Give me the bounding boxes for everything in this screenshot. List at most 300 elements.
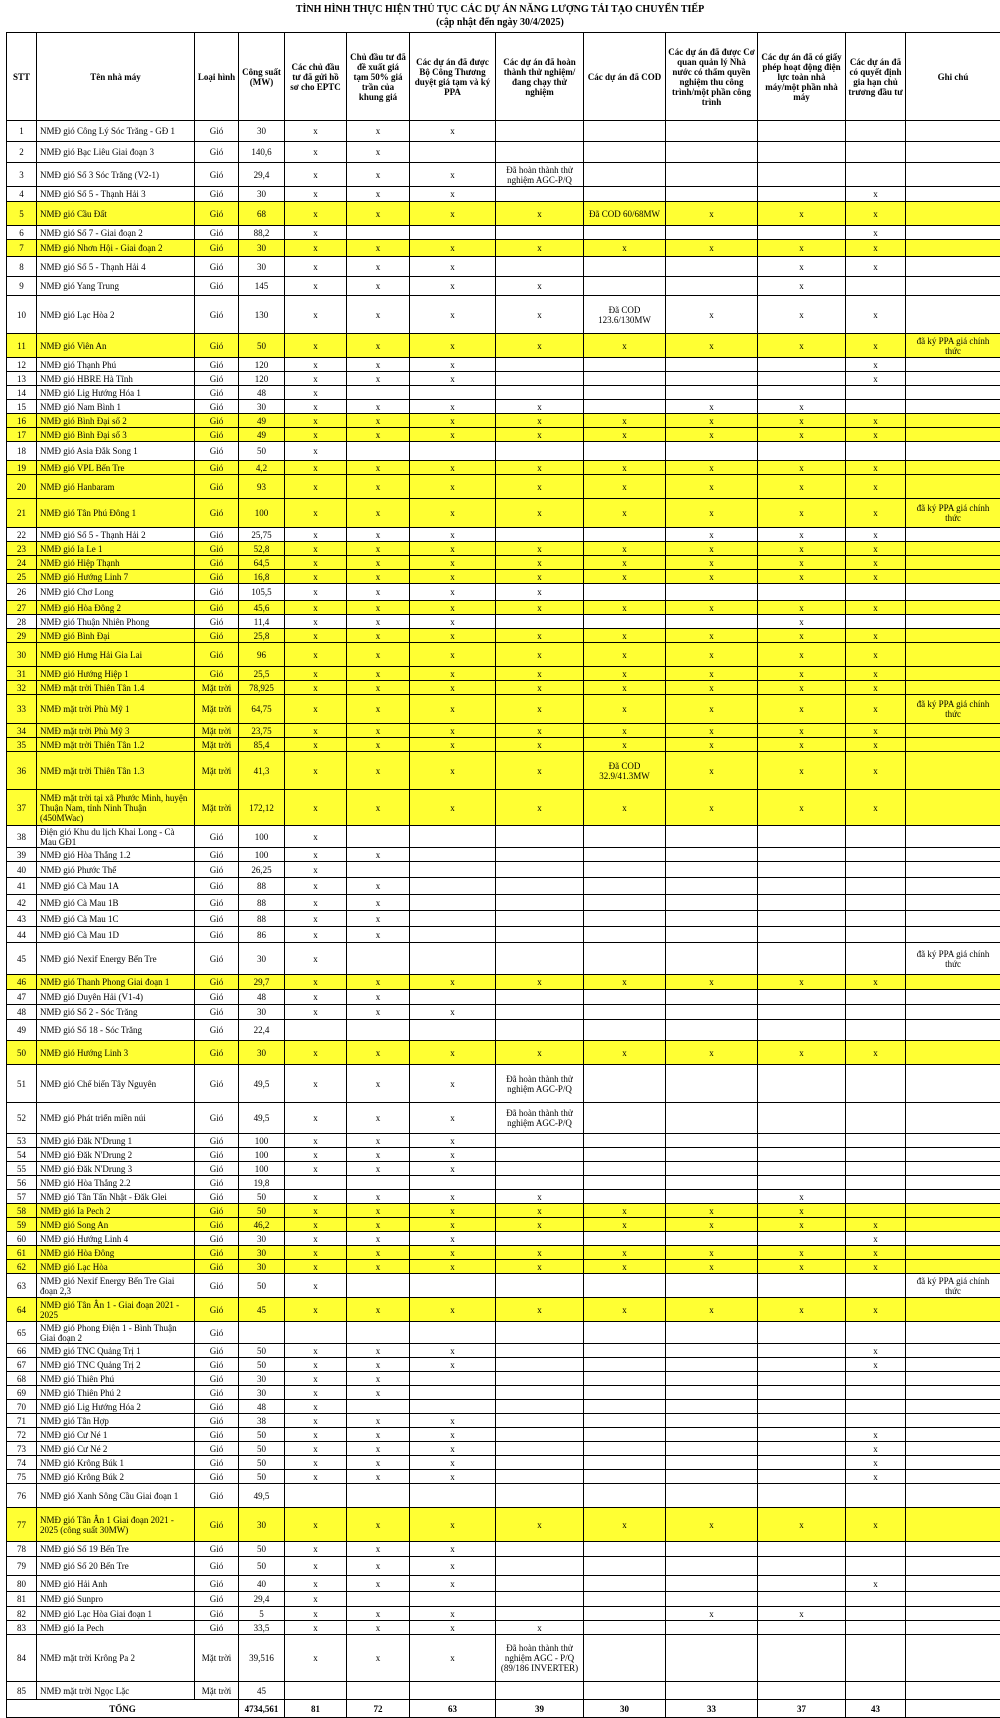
cell-cod <box>584 1542 666 1557</box>
table-row <box>7 895 1000 911</box>
cell-cod: x <box>584 334 666 358</box>
cell-stt: 85 <box>7 1682 37 1700</box>
cell-ppa-approved: x <box>410 542 496 556</box>
cell-cod <box>584 226 666 240</box>
cell-ppa-approved: x <box>410 277 496 296</box>
cell-acceptance <box>666 1484 758 1508</box>
cell-extension: x <box>846 334 906 358</box>
cell-eptc-submitted: x <box>285 240 347 257</box>
table-row <box>7 629 1000 643</box>
cell-acceptance: x <box>666 1508 758 1542</box>
cell-extension: x <box>846 475 906 499</box>
cell-type: Gió <box>195 358 239 372</box>
cell-temp-price-proposed: x <box>347 556 410 570</box>
cell-ppa-approved <box>410 911 496 927</box>
cell-acceptance <box>666 1190 758 1204</box>
cell-license <box>758 1103 846 1134</box>
cell-note <box>906 848 1000 862</box>
cell-eptc-submitted: x <box>285 1557 347 1576</box>
cell-eptc-submitted: x <box>285 528 347 542</box>
cell-note <box>906 601 1000 615</box>
cell-capacity: 50 <box>239 1190 285 1204</box>
cell-license: x <box>758 738 846 752</box>
cell-license <box>758 1557 846 1576</box>
cell-note <box>906 975 1000 990</box>
cell-cod: x <box>584 1218 666 1232</box>
cell-stt: 1 <box>7 121 37 142</box>
cell-name: NMĐ gió Hướng Linh 4 <box>37 1232 195 1246</box>
cell-cod <box>584 1557 666 1576</box>
cell-stt: 60 <box>7 1232 37 1246</box>
cell-cod <box>584 1386 666 1400</box>
cell-temp-price-proposed: x <box>347 461 410 475</box>
cell-type: Gió <box>195 1386 239 1400</box>
cell-name: NMĐ gió Ia Pech <box>37 1621 195 1635</box>
cell-capacity: 48 <box>239 1400 285 1414</box>
cell-acceptance: x <box>666 667 758 681</box>
cell-capacity: 88 <box>239 878 285 895</box>
cell-temp-price-proposed: x <box>347 1414 410 1428</box>
cell-temp-price-proposed <box>347 442 410 461</box>
cell-type: Gió <box>195 848 239 862</box>
cell-temp-price-proposed: x <box>347 629 410 643</box>
table-row <box>7 1005 1000 1020</box>
cell-extension <box>846 1414 906 1428</box>
cell-stt: 37 <box>7 790 37 826</box>
cell-ppa-approved <box>410 862 496 878</box>
cell-cod <box>584 1592 666 1607</box>
cell-extension: x <box>846 202 906 226</box>
cell-license <box>758 1232 846 1246</box>
cell-cod <box>584 943 666 975</box>
cell-name: NMĐ gió Bình Đại số 3 <box>37 428 195 442</box>
cell-extension: x <box>846 226 906 240</box>
cell-acceptance: x <box>666 629 758 643</box>
cell-temp-price-proposed: x <box>347 975 410 990</box>
cell-eptc-submitted: x <box>285 277 347 296</box>
cell-extension <box>846 1005 906 1020</box>
cell-note <box>906 1607 1000 1621</box>
cell-stt: 73 <box>7 1442 37 1456</box>
cell-eptc-submitted: x <box>285 975 347 990</box>
cell-name: NMĐ gió Viên An <box>37 334 195 358</box>
cell-type: Gió <box>195 1020 239 1041</box>
cell-license <box>758 1065 846 1103</box>
cell-stt: 74 <box>7 1456 37 1470</box>
cell-temp-price-proposed: x <box>347 1607 410 1621</box>
cell-type: Gió <box>195 975 239 990</box>
cell-capacity: 45 <box>239 1682 285 1700</box>
cell-stt: 79 <box>7 1557 37 1576</box>
cell-eptc-submitted: x <box>285 1428 347 1442</box>
cell-type: Gió <box>195 615 239 629</box>
cell-ppa-approved <box>410 1274 496 1298</box>
cell-name: NMĐ gió Cư Né 2 <box>37 1442 195 1456</box>
cell-acceptance: x <box>666 556 758 570</box>
cell-license: x <box>758 667 846 681</box>
cell-cod: x <box>584 601 666 615</box>
table-row <box>7 1386 1000 1400</box>
cell-extension: x <box>846 601 906 615</box>
cell-cod <box>584 848 666 862</box>
cell-note <box>906 1176 1000 1190</box>
cell-eptc-submitted: x <box>285 1414 347 1428</box>
cell-note <box>906 542 1000 556</box>
cell-acceptance <box>666 1005 758 1020</box>
cell-ppa-approved <box>410 1400 496 1414</box>
cell-extension <box>846 943 906 975</box>
cell-type: Gió <box>195 990 239 1005</box>
cell-ppa-approved <box>410 386 496 400</box>
cell-stt: 26 <box>7 584 37 601</box>
cell-temp-price-proposed <box>347 1400 410 1414</box>
cell-acceptance <box>666 358 758 372</box>
cell-eptc-submitted: x <box>285 1344 347 1358</box>
cell-capacity: 68 <box>239 202 285 226</box>
cell-type: Gió <box>195 386 239 400</box>
table-row <box>7 1607 1000 1621</box>
cell-note <box>906 629 1000 643</box>
cell-eptc-submitted: x <box>285 386 347 400</box>
cell-acceptance: x <box>666 601 758 615</box>
cell-ppa-approved: x <box>410 1162 496 1176</box>
cell-cod <box>584 862 666 878</box>
cell-stt: 8 <box>7 257 37 277</box>
cell-note <box>906 1246 1000 1260</box>
cell-acceptance <box>666 848 758 862</box>
cell-note <box>906 414 1000 428</box>
cell-cod <box>584 878 666 895</box>
cell-cod: x <box>584 1246 666 1260</box>
table-row <box>7 1372 1000 1386</box>
cell-capacity: 11,4 <box>239 615 285 629</box>
cell-capacity: 50 <box>239 334 285 358</box>
cell-acceptance <box>666 1020 758 1041</box>
cell-capacity: 93 <box>239 475 285 499</box>
cell-ppa-approved: x <box>410 1246 496 1260</box>
cell-note <box>906 1508 1000 1542</box>
cell-extension: x <box>846 681 906 695</box>
cell-ppa-approved: x <box>410 1442 496 1456</box>
cell-extension: x <box>846 975 906 990</box>
cell-type: Mặt trời <box>195 738 239 752</box>
cell-note <box>906 1065 1000 1103</box>
cell-license: x <box>758 681 846 695</box>
cell-acceptance: x <box>666 461 758 475</box>
total-cod: 30 <box>584 1700 666 1718</box>
cell-capacity: 25,8 <box>239 629 285 643</box>
cell-type: Gió <box>195 1592 239 1607</box>
cell-note <box>906 1386 1000 1400</box>
cell-temp-price-proposed: x <box>347 1386 410 1400</box>
cell-eptc-submitted: x <box>285 584 347 601</box>
table-row <box>7 1508 1000 1542</box>
cell-stt: 61 <box>7 1246 37 1260</box>
cell-cod: x <box>584 499 666 528</box>
header-type: Loại hình <box>195 33 239 121</box>
cell-capacity: 29,4 <box>239 163 285 187</box>
cell-note <box>906 862 1000 878</box>
cell-type: Gió <box>195 1428 239 1442</box>
cell-stt: 48 <box>7 1005 37 1020</box>
cell-ppa-approved <box>410 895 496 911</box>
cell-stt: 12 <box>7 358 37 372</box>
cell-stt: 52 <box>7 1103 37 1134</box>
cell-ppa-approved: x <box>410 1065 496 1103</box>
cell-name: NMĐ gió Số 3 Sóc Trăng (V2-1) <box>37 163 195 187</box>
cell-eptc-submitted: x <box>285 1607 347 1621</box>
cell-license: x <box>758 277 846 296</box>
cell-acceptance <box>666 121 758 142</box>
cell-capacity: 30 <box>239 187 285 202</box>
cell-note <box>906 1358 1000 1372</box>
cell-temp-price-proposed: x <box>347 695 410 724</box>
table-row <box>7 187 1000 202</box>
table-row <box>7 570 1000 584</box>
cell-ppa-approved: x <box>410 615 496 629</box>
cell-capacity: 45,6 <box>239 601 285 615</box>
table-row <box>7 163 1000 187</box>
cell-cod <box>584 1176 666 1190</box>
cell-testing: x <box>496 334 584 358</box>
cell-testing <box>496 1542 584 1557</box>
total-capacity: 4734,561 <box>239 1700 285 1718</box>
cell-stt: 71 <box>7 1414 37 1428</box>
cell-eptc-submitted: x <box>285 358 347 372</box>
cell-capacity: 45 <box>239 1298 285 1322</box>
cell-note <box>906 878 1000 895</box>
cell-type: Mặt trời <box>195 681 239 695</box>
cell-stt: 38 <box>7 826 37 848</box>
cell-stt: 18 <box>7 442 37 461</box>
cell-capacity: 30 <box>239 257 285 277</box>
cell-license <box>758 1484 846 1508</box>
cell-eptc-submitted: x <box>285 461 347 475</box>
cell-type: Mặt trời <box>195 790 239 826</box>
cell-ppa-approved: x <box>410 1344 496 1358</box>
table-row <box>7 1576 1000 1592</box>
cell-ppa-approved <box>410 878 496 895</box>
cell-acceptance: x <box>666 1218 758 1232</box>
cell-acceptance <box>666 1372 758 1386</box>
cell-acceptance <box>666 1621 758 1635</box>
cell-name: NMĐ gió Số 18 - Sóc Trăng <box>37 1020 195 1041</box>
table-row <box>7 681 1000 695</box>
cell-capacity: 5 <box>239 1607 285 1621</box>
cell-capacity: 50 <box>239 1204 285 1218</box>
cell-capacity: 120 <box>239 372 285 386</box>
cell-cod <box>584 257 666 277</box>
cell-capacity: 30 <box>239 1260 285 1274</box>
cell-ppa-approved: x <box>410 121 496 142</box>
cell-ppa-approved: x <box>410 187 496 202</box>
cell-testing <box>496 895 584 911</box>
cell-eptc-submitted <box>285 1322 347 1344</box>
cell-capacity: 40 <box>239 1576 285 1592</box>
cell-type: Gió <box>195 1484 239 1508</box>
cell-license <box>758 1386 846 1400</box>
cell-extension: x <box>846 1232 906 1246</box>
cell-testing <box>496 372 584 386</box>
cell-note <box>906 1322 1000 1344</box>
total-license: 37 <box>758 1700 846 1718</box>
cell-eptc-submitted: x <box>285 943 347 975</box>
cell-stt: 16 <box>7 414 37 428</box>
cell-stt: 19 <box>7 461 37 475</box>
cell-license <box>758 1372 846 1386</box>
cell-eptc-submitted: x <box>285 556 347 570</box>
cell-extension <box>846 1204 906 1218</box>
cell-acceptance <box>666 1148 758 1162</box>
cell-cod <box>584 1456 666 1470</box>
cell-temp-price-proposed <box>347 943 410 975</box>
table-row <box>7 975 1000 990</box>
cell-stt: 9 <box>7 277 37 296</box>
cell-name: NMĐ gió Lig Hướng Hóa 2 <box>37 1400 195 1414</box>
cell-testing <box>496 1456 584 1470</box>
cell-cod <box>584 372 666 386</box>
cell-acceptance: x <box>666 681 758 695</box>
table-row <box>7 1621 1000 1635</box>
cell-acceptance <box>666 1682 758 1700</box>
cell-testing: x <box>496 681 584 695</box>
cell-license: x <box>758 975 846 990</box>
cell-name: NMĐ gió Chế biến Tây Nguyên <box>37 1065 195 1103</box>
cell-extension: x <box>846 1218 906 1232</box>
cell-testing <box>496 1274 584 1298</box>
cell-eptc-submitted: x <box>285 1041 347 1065</box>
cell-name: NMĐ gió Chơ Long <box>37 584 195 601</box>
cell-extension: x <box>846 1442 906 1456</box>
cell-stt: 49 <box>7 1020 37 1041</box>
cell-eptc-submitted: x <box>285 1246 347 1260</box>
cell-extension <box>846 584 906 601</box>
cell-ppa-approved: x <box>410 790 496 826</box>
cell-license: x <box>758 499 846 528</box>
cell-name: NMĐ gió Bình Đại số 2 <box>37 414 195 428</box>
cell-license <box>758 878 846 895</box>
cell-temp-price-proposed: x <box>347 570 410 584</box>
cell-temp-price-proposed <box>347 1682 410 1700</box>
cell-cod: x <box>584 461 666 475</box>
cell-extension <box>846 1592 906 1607</box>
cell-testing <box>496 442 584 461</box>
cell-cod <box>584 927 666 943</box>
cell-stt: 3 <box>7 163 37 187</box>
cell-eptc-submitted: x <box>285 1592 347 1607</box>
cell-name: NMĐ gió Thiên Phú <box>37 1372 195 1386</box>
cell-temp-price-proposed <box>347 862 410 878</box>
cell-type: Gió <box>195 226 239 240</box>
cell-extension: x <box>846 372 906 386</box>
cell-ppa-approved: x <box>410 1232 496 1246</box>
cell-eptc-submitted: x <box>285 990 347 1005</box>
cell-acceptance: x <box>666 414 758 428</box>
cell-ppa-approved: x <box>410 428 496 442</box>
cell-license: x <box>758 790 846 826</box>
cell-acceptance <box>666 1176 758 1190</box>
cell-temp-price-proposed: x <box>347 584 410 601</box>
cell-extension <box>846 1322 906 1344</box>
cell-extension <box>846 848 906 862</box>
cell-ppa-approved: x <box>410 1148 496 1162</box>
cell-license <box>758 1456 846 1470</box>
cell-acceptance <box>666 862 758 878</box>
cell-license <box>758 142 846 163</box>
cell-capacity: 100 <box>239 848 285 862</box>
cell-extension: x <box>846 1298 906 1322</box>
cell-name: NMĐ mặt trời Phù Mỹ 1 <box>37 695 195 724</box>
cell-stt: 78 <box>7 1542 37 1557</box>
cell-ppa-approved: x <box>410 629 496 643</box>
cell-temp-price-proposed <box>347 1274 410 1298</box>
table-row <box>7 202 1000 226</box>
cell-eptc-submitted: x <box>285 1218 347 1232</box>
cell-name: NMĐ gió Hòa Đông <box>37 1246 195 1260</box>
cell-extension: x <box>846 738 906 752</box>
cell-eptc-submitted: x <box>285 372 347 386</box>
cell-ppa-approved: x <box>410 1576 496 1592</box>
cell-ppa-approved: x <box>410 1005 496 1020</box>
cell-license: x <box>758 615 846 629</box>
cell-eptc-submitted: x <box>285 1621 347 1635</box>
cell-type: Gió <box>195 428 239 442</box>
cell-name: NMĐ gió Công Lý Sóc Trăng - GĐ 1 <box>37 121 195 142</box>
cell-name: NMĐ gió VPL Bến Tre <box>37 461 195 475</box>
cell-acceptance <box>666 1274 758 1298</box>
cell-capacity: 50 <box>239 1442 285 1456</box>
cell-type: Gió <box>195 414 239 428</box>
cell-note <box>906 1041 1000 1065</box>
cell-capacity: 78,925 <box>239 681 285 695</box>
table-row <box>7 1103 1000 1134</box>
cell-extension <box>846 1635 906 1682</box>
cell-eptc-submitted: x <box>285 1162 347 1176</box>
cell-ppa-approved: x <box>410 667 496 681</box>
cell-acceptance: x <box>666 1607 758 1621</box>
header-note: Ghi chú <box>906 33 1000 121</box>
cell-stt: 10 <box>7 296 37 334</box>
cell-type: Gió <box>195 528 239 542</box>
cell-cod <box>584 1682 666 1700</box>
cell-testing: x <box>496 240 584 257</box>
cell-extension <box>846 1274 906 1298</box>
cell-note <box>906 911 1000 927</box>
cell-cod <box>584 1372 666 1386</box>
cell-extension: x <box>846 695 906 724</box>
cell-capacity: 120 <box>239 358 285 372</box>
cell-acceptance: x <box>666 528 758 542</box>
cell-name: NMĐ gió Lig Hướng Hóa 1 <box>37 386 195 400</box>
cell-eptc-submitted: x <box>285 499 347 528</box>
cell-acceptance <box>666 826 758 848</box>
cell-eptc-submitted: x <box>285 1005 347 1020</box>
table-row <box>7 1414 1000 1428</box>
cell-note <box>906 724 1000 738</box>
cell-cod <box>584 1232 666 1246</box>
cell-stt: 21 <box>7 499 37 528</box>
cell-acceptance <box>666 1344 758 1358</box>
cell-acceptance <box>666 1470 758 1484</box>
cell-cod <box>584 826 666 848</box>
cell-name: NMĐ gió Lạc Hòa Giai đoạn 1 <box>37 1607 195 1621</box>
cell-note <box>906 1134 1000 1148</box>
total-note <box>906 1700 1000 1718</box>
cell-type: Gió <box>195 895 239 911</box>
cell-cod <box>584 1148 666 1162</box>
cell-temp-price-proposed: x <box>347 296 410 334</box>
cell-temp-price-proposed: x <box>347 1065 410 1103</box>
